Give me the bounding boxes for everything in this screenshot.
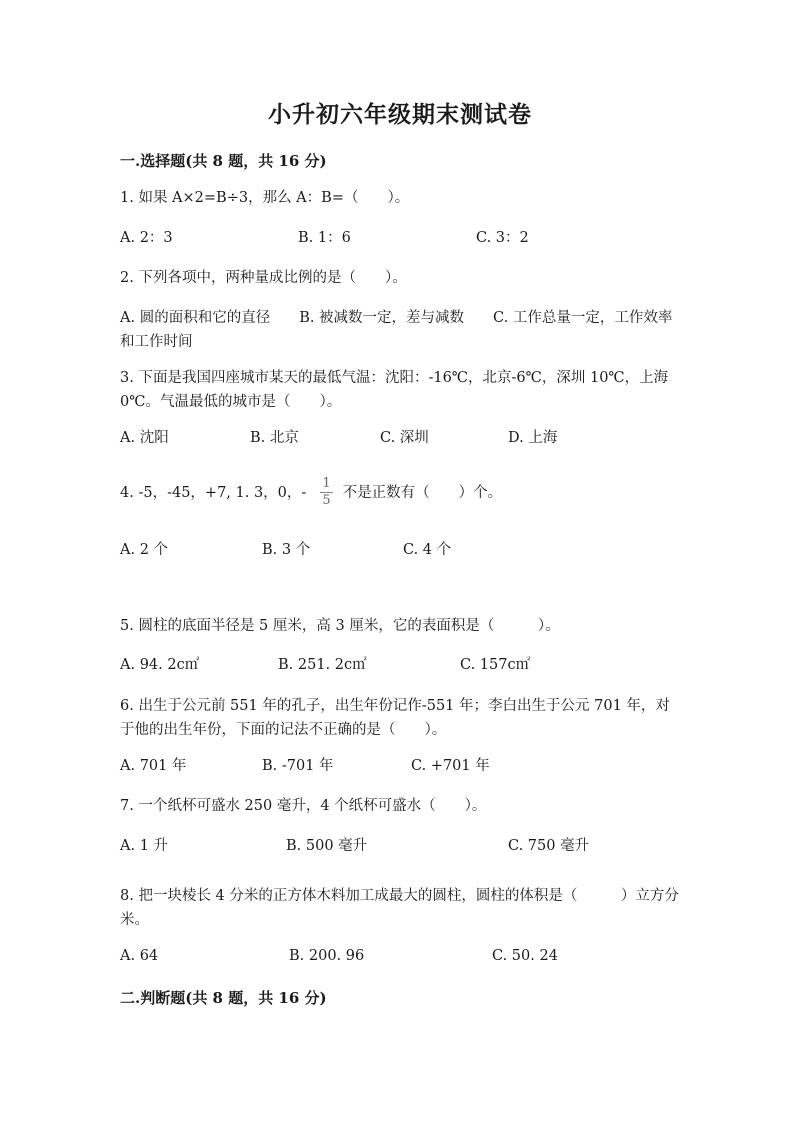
q4-fraction [320, 476, 332, 509]
question-7: 7. 一个纸杯可盛水 250 毫升，4 个纸杯可盛水（ ）。 [120, 798, 487, 814]
page-title: 小升初六年级期末测试卷 [268, 101, 532, 128]
q8-option-b: B. 200. 96 [289, 948, 365, 964]
q3-option-d: D. 上海 [508, 430, 558, 446]
question-6: 6. 出生于公元前 551 年的孔子，出生年份记作-551 年；李白出生于公元 701 年，对于他的出生年份，下面的记法不正确的是（ ）。 [120, 698, 670, 738]
question-5: 5. 圆柱的底面半径是 5 厘米，高 3 厘米，它的表面积是（ ）。 [120, 618, 560, 634]
q4-option-b: B. 3 个 [262, 542, 311, 558]
q3-option-b: B. 北京 [250, 430, 299, 446]
q8-option-a: A. 64 [120, 948, 159, 964]
question-1: 1. 如果 A×2=B÷3，那么 A：B=（ ）。 [120, 190, 410, 206]
question-3: 3. 下面是我国四座城市某天的最低气温：沈阳：-16℃，北京-6℃，深圳 10℃，上海 0℃。气温最低的城市是（ ）。 [120, 370, 669, 410]
section-heading-choice: 一.选择题(共 8 题，共 16 分) [120, 152, 327, 170]
q6-option-b: B. -701 年 [262, 758, 334, 774]
q6-option-a: A. 701 年 [120, 758, 187, 774]
question-4 [120, 476, 680, 509]
q3-option-a: A. 沈阳 [120, 430, 169, 446]
q5-option-c: C. 157c㎡ [460, 657, 531, 673]
q4-fraction-numerator: 1 [322, 476, 331, 491]
q8-option-c: C. 50. 24 [492, 948, 558, 964]
q6-option-c: C. +701 年 [411, 758, 490, 774]
q4-fraction-denominator: 5 [322, 493, 331, 508]
q5-option-a: A. 94. 2c㎡ [120, 657, 200, 673]
q3-option-c: C. 深圳 [380, 430, 429, 446]
q1-option-b: B. 1：6 [298, 230, 351, 246]
q4-option-c: C. 4 个 [403, 542, 452, 558]
q4-suffix: 不是正数有（ ）个。 [342, 484, 503, 501]
q7-option-a: A. 1 升 [120, 838, 169, 854]
q7-option-c: C. 750 毫升 [508, 838, 590, 854]
q1-option-a: A. 2：3 [120, 230, 173, 246]
section-heading-judgement: 二.判断题(共 8 题，共 16 分) [120, 989, 327, 1007]
q4-prefix: 4. -5，-45，+7, 1. 3，0，- [120, 484, 307, 501]
question-8: 8. 把一块棱长 4 分米的正方体木料加工成最大的圆柱，圆柱的体积是（ ）立方分米。 [120, 888, 679, 928]
q4-option-a: A. 2 个 [120, 542, 169, 558]
q7-option-b: B. 500 毫升 [286, 838, 368, 854]
q1-option-c: C. 3：2 [476, 230, 529, 246]
q2-options: A. 圆的面积和它的直径 B. 被减数一定，差与减数 C. 工作总量一定，工作效率和工作时间 [120, 310, 673, 350]
q5-option-b: B. 251. 2c㎡ [278, 657, 367, 673]
question-2: 2. 下列各项中，两种量成比例的是（ ）。 [120, 270, 407, 286]
